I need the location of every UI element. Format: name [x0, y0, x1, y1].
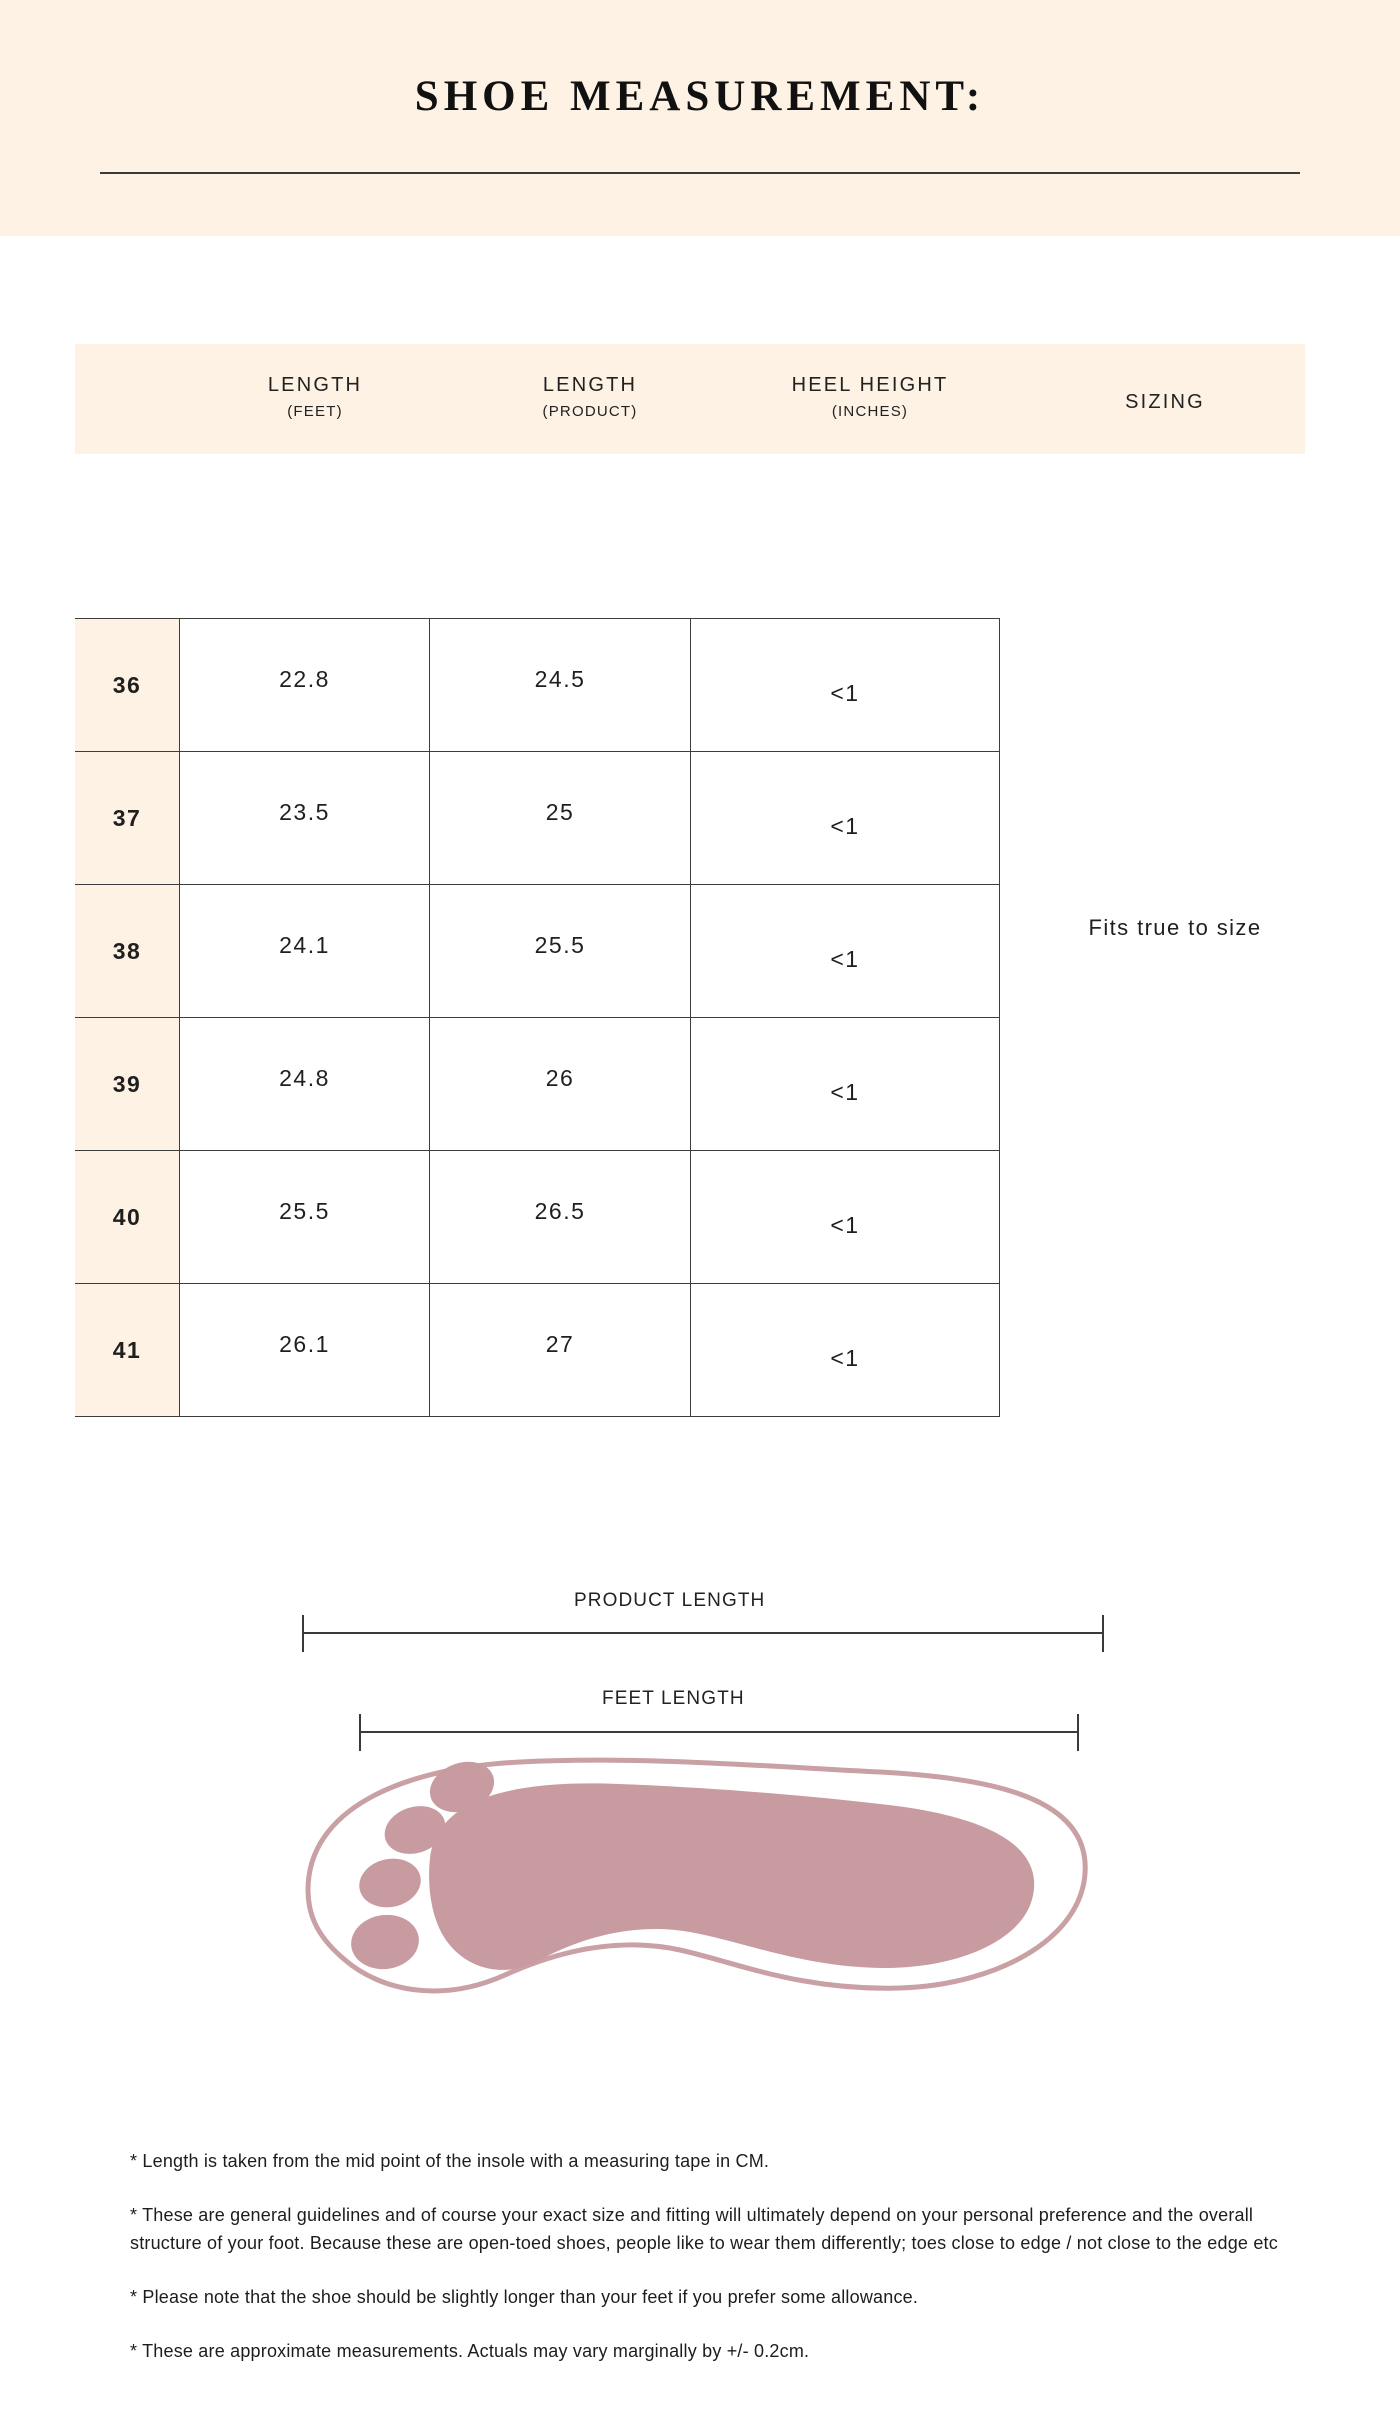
column-header-sizing	[1035, 389, 1295, 415]
column-header-length-feet-sub: (FEET)	[287, 403, 343, 420]
cell-heel-height-value: <1	[830, 812, 860, 839]
column-header-length-product	[465, 372, 715, 420]
cell-length-product-value: 25.5	[534, 931, 586, 958]
column-header-length-feet	[190, 372, 440, 420]
cell-length-feet	[180, 1284, 430, 1417]
cell-length-feet	[180, 619, 430, 752]
cell-heel-height-value: <1	[830, 679, 860, 706]
table-row	[75, 1018, 1000, 1151]
foot-measurement-diagram	[0, 1590, 1400, 2120]
cell-heel-height-value: <1	[830, 945, 860, 972]
column-header-length-product-sub: (PRODUCT)	[542, 403, 638, 420]
cell-heel-height	[691, 1151, 1000, 1284]
table-row	[75, 752, 1000, 885]
diagram-svg	[0, 1590, 1400, 2120]
column-header-heel-height-sub: (INCHES)	[831, 403, 909, 420]
column-header-sizing-main: SIZING	[1125, 391, 1205, 413]
cell-length-product	[430, 1284, 691, 1417]
column-header-heel-height	[725, 372, 1015, 420]
cell-length-feet	[180, 752, 430, 885]
cell-heel-height	[691, 752, 1000, 885]
cell-length-feet-value: 26.1	[279, 1330, 330, 1357]
toe-5	[348, 1911, 423, 1974]
cell-size: 39	[75, 1018, 180, 1151]
cell-length-feet-value: 24.8	[279, 1064, 330, 1091]
cell-length-feet	[180, 1151, 430, 1284]
header-band	[0, 0, 1400, 236]
cell-length-product-value: 24.5	[534, 665, 586, 692]
toe-4	[355, 1853, 426, 1913]
cell-length-product	[430, 752, 691, 885]
feet-length-label: FEET LENGTH	[588, 1688, 759, 1710]
cell-length-product-value: 27	[545, 1330, 575, 1357]
page-title: SHOE MEASUREMENT:	[414, 73, 986, 120]
cell-heel-height	[691, 1284, 1000, 1417]
cell-length-product-value: 26	[545, 1064, 575, 1091]
cell-length-product	[430, 1018, 691, 1151]
note-item: * Length is taken from the mid point of the insole with a measuring tape in CM.	[130, 2151, 770, 2171]
note-item: * These are general guidelines and of course your exact size and fitting will ultimately depend on your personal preference and the overall structure of your foot. Because these are open-toed shoes, people like to wear them differently; toes close to edge / not close to the edge etc	[130, 2204, 1278, 2253]
table-row	[75, 619, 1000, 752]
column-header-length-product-main: LENGTH	[542, 374, 638, 396]
cell-heel-height-value: <1	[830, 1211, 860, 1238]
note-item: * These are approximate measurements. Actuals may vary marginally by +/- 0.2cm.	[130, 2340, 810, 2361]
product-length-label: PRODUCT LENGTH	[560, 1590, 779, 1612]
cell-size: 37	[75, 752, 180, 885]
table-row	[75, 1151, 1000, 1284]
cell-length-product	[430, 1151, 691, 1284]
foot-body-shape	[429, 1783, 1034, 1970]
cell-length-product-value: 25	[545, 798, 575, 825]
cell-length-feet-value: 24.1	[279, 931, 330, 958]
cell-length-feet-value: 22.8	[279, 665, 330, 692]
notes-list	[130, 2148, 1320, 2391]
table-row	[75, 885, 1000, 1018]
size-table	[75, 618, 1000, 1417]
table-column-header-band	[75, 344, 1305, 454]
cell-size: 36	[75, 619, 180, 752]
cell-heel-height	[691, 619, 1000, 752]
cell-length-product	[430, 885, 691, 1018]
cell-length-feet	[180, 885, 430, 1018]
feet-length-dimension	[360, 1714, 1078, 1751]
note-item: * Please note that the shoe should be slightly longer than your feet if you prefer some allowance.	[130, 2286, 919, 2307]
cell-length-feet-value: 23.5	[279, 798, 330, 825]
cell-size: 38	[75, 885, 180, 1018]
product-length-dimension	[303, 1615, 1103, 1652]
cell-heel-height	[691, 885, 1000, 1018]
cell-length-product-value: 26.5	[534, 1197, 586, 1224]
cell-heel-height	[691, 1018, 1000, 1151]
table-row	[75, 1284, 1000, 1417]
sizing-note: Fits true to size	[1088, 915, 1262, 940]
cell-size: 40	[75, 1151, 180, 1284]
cell-size: 41	[75, 1284, 180, 1417]
column-header-length-feet-main: LENGTH	[267, 374, 363, 396]
column-header-heel-height-main: HEEL HEIGHT	[791, 374, 949, 396]
title-divider	[100, 172, 1300, 174]
cell-heel-height-value: <1	[830, 1078, 860, 1105]
cell-heel-height-value: <1	[830, 1344, 860, 1371]
cell-length-product	[430, 619, 691, 752]
cell-length-feet	[180, 1018, 430, 1151]
cell-length-feet-value: 25.5	[279, 1197, 330, 1224]
